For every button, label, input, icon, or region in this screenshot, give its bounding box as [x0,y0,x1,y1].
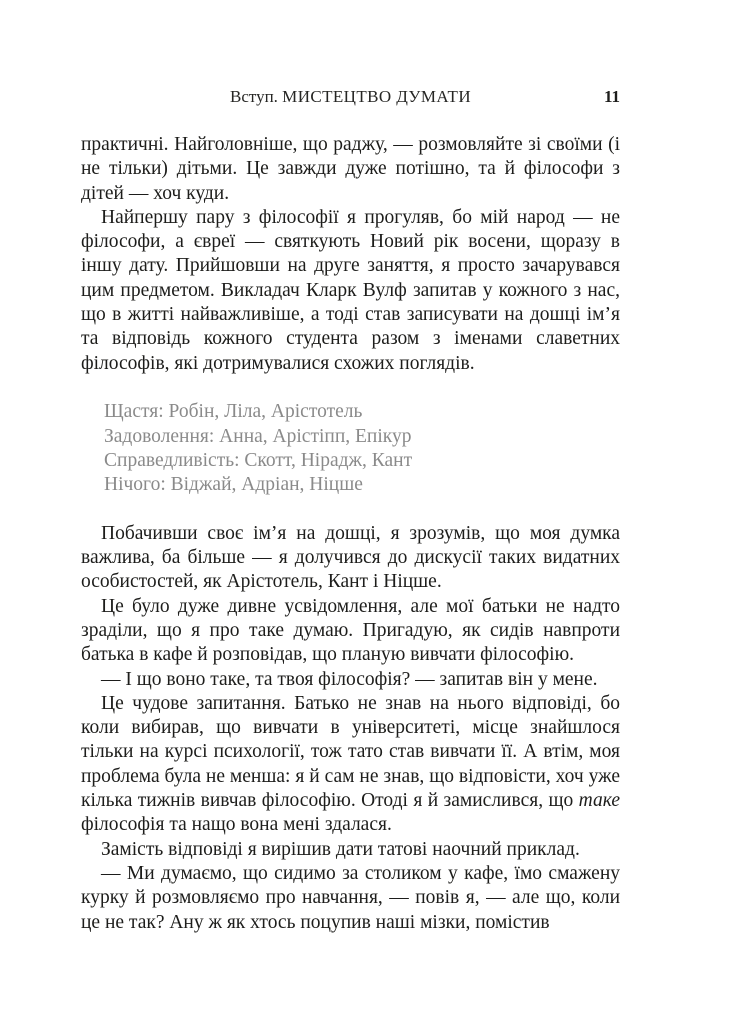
list-item: Щастя: Робін, Ліла, Арістотель [104,401,363,423]
paragraph: Найпершу пару з філософії я прогуляв, бо мій народ — не філософи, а євреї — святкують Новий рік восени, щоразу в іншу дату. Прийшовши на друге заняття, я просто зачарувався цим предметом. Викладач Кларк Вулф запитав у кожного з нас, що в житті найважливіше, а тоді став записувати на дошці ім’я та відповідь кожного студента разом з іменами славетних філософів, які дотримувалися схожих поглядів. [81,206,620,374]
paragraph [81,692,620,838]
running-title-chapter: МИСТЕЦТВО ДУМАТИ [282,87,471,106]
list-item: Справедливість: Скотт, Нірадж, Кант [104,449,413,471]
body-text [81,133,620,935]
paragraph: Замість відповіді я вирішив дати татові наочний приклад. [101,838,580,860]
paragraph-dialogue: — І що воно таке, та твоя філософія? — запитав він у мене. [101,668,598,690]
paragraph-text: Це чудове запитання. Батько не знав на нього відповіді, бо коли вибирав, що вивчати в університеті, місце знайшлося тільки на курсі психології, тож тато став вивчати її. А втім, моя проблема була не менша: я й сам не знав, що відповісти, хоч уже кілька тижнів вивчав філософію. Отоді я й замислився, що [81,692,620,812]
italic-word: таке [578,790,620,812]
blackboard-answers-list [81,400,620,497]
running-title-section: Вступ. [229,87,278,106]
page-number: 11 [603,87,620,106]
list-item: Нічого: Віджай, Адріан, Ніцше [104,474,363,496]
paragraph-text: філософія та нащо вона мені здалася. [81,814,392,836]
paragraph: Це було дуже дивне усвідомлення, але мої батьки не надто зраділи, що я про таке думаю. Пригадую, як сидів навпроти батька в кафе й розповідав, що планую вивчати філософію. [81,595,620,666]
paragraph-dialogue: — Ми думаємо, що сидимо за столиком у кафе, їмо смажену курку й розмовляємо про навчання, — повів я, — але що, коли це не так? Ану ж як хтось поцупив наші мізки, помістив [81,862,620,933]
paragraph: Побачивши своє ім’я на дошці, я зрозумів, що моя думка важлива, ба більше — я долучився до дискусії таких видатних особистостей, як Арістотель, Кант і Ніцше. [81,522,620,593]
page-header [81,86,620,108]
paragraph-continued: практичні. Найголовніше, що раджу, — розмовляйте зі своїми (і не тільки) дітьми. Це завжди дуже потішно, та й філософи з дітей — хоч куди. [81,134,620,204]
list-item: Задоволення: Анна, Арістіпп, Епікур [104,425,412,447]
text-column [81,86,620,935]
running-title [81,86,620,108]
